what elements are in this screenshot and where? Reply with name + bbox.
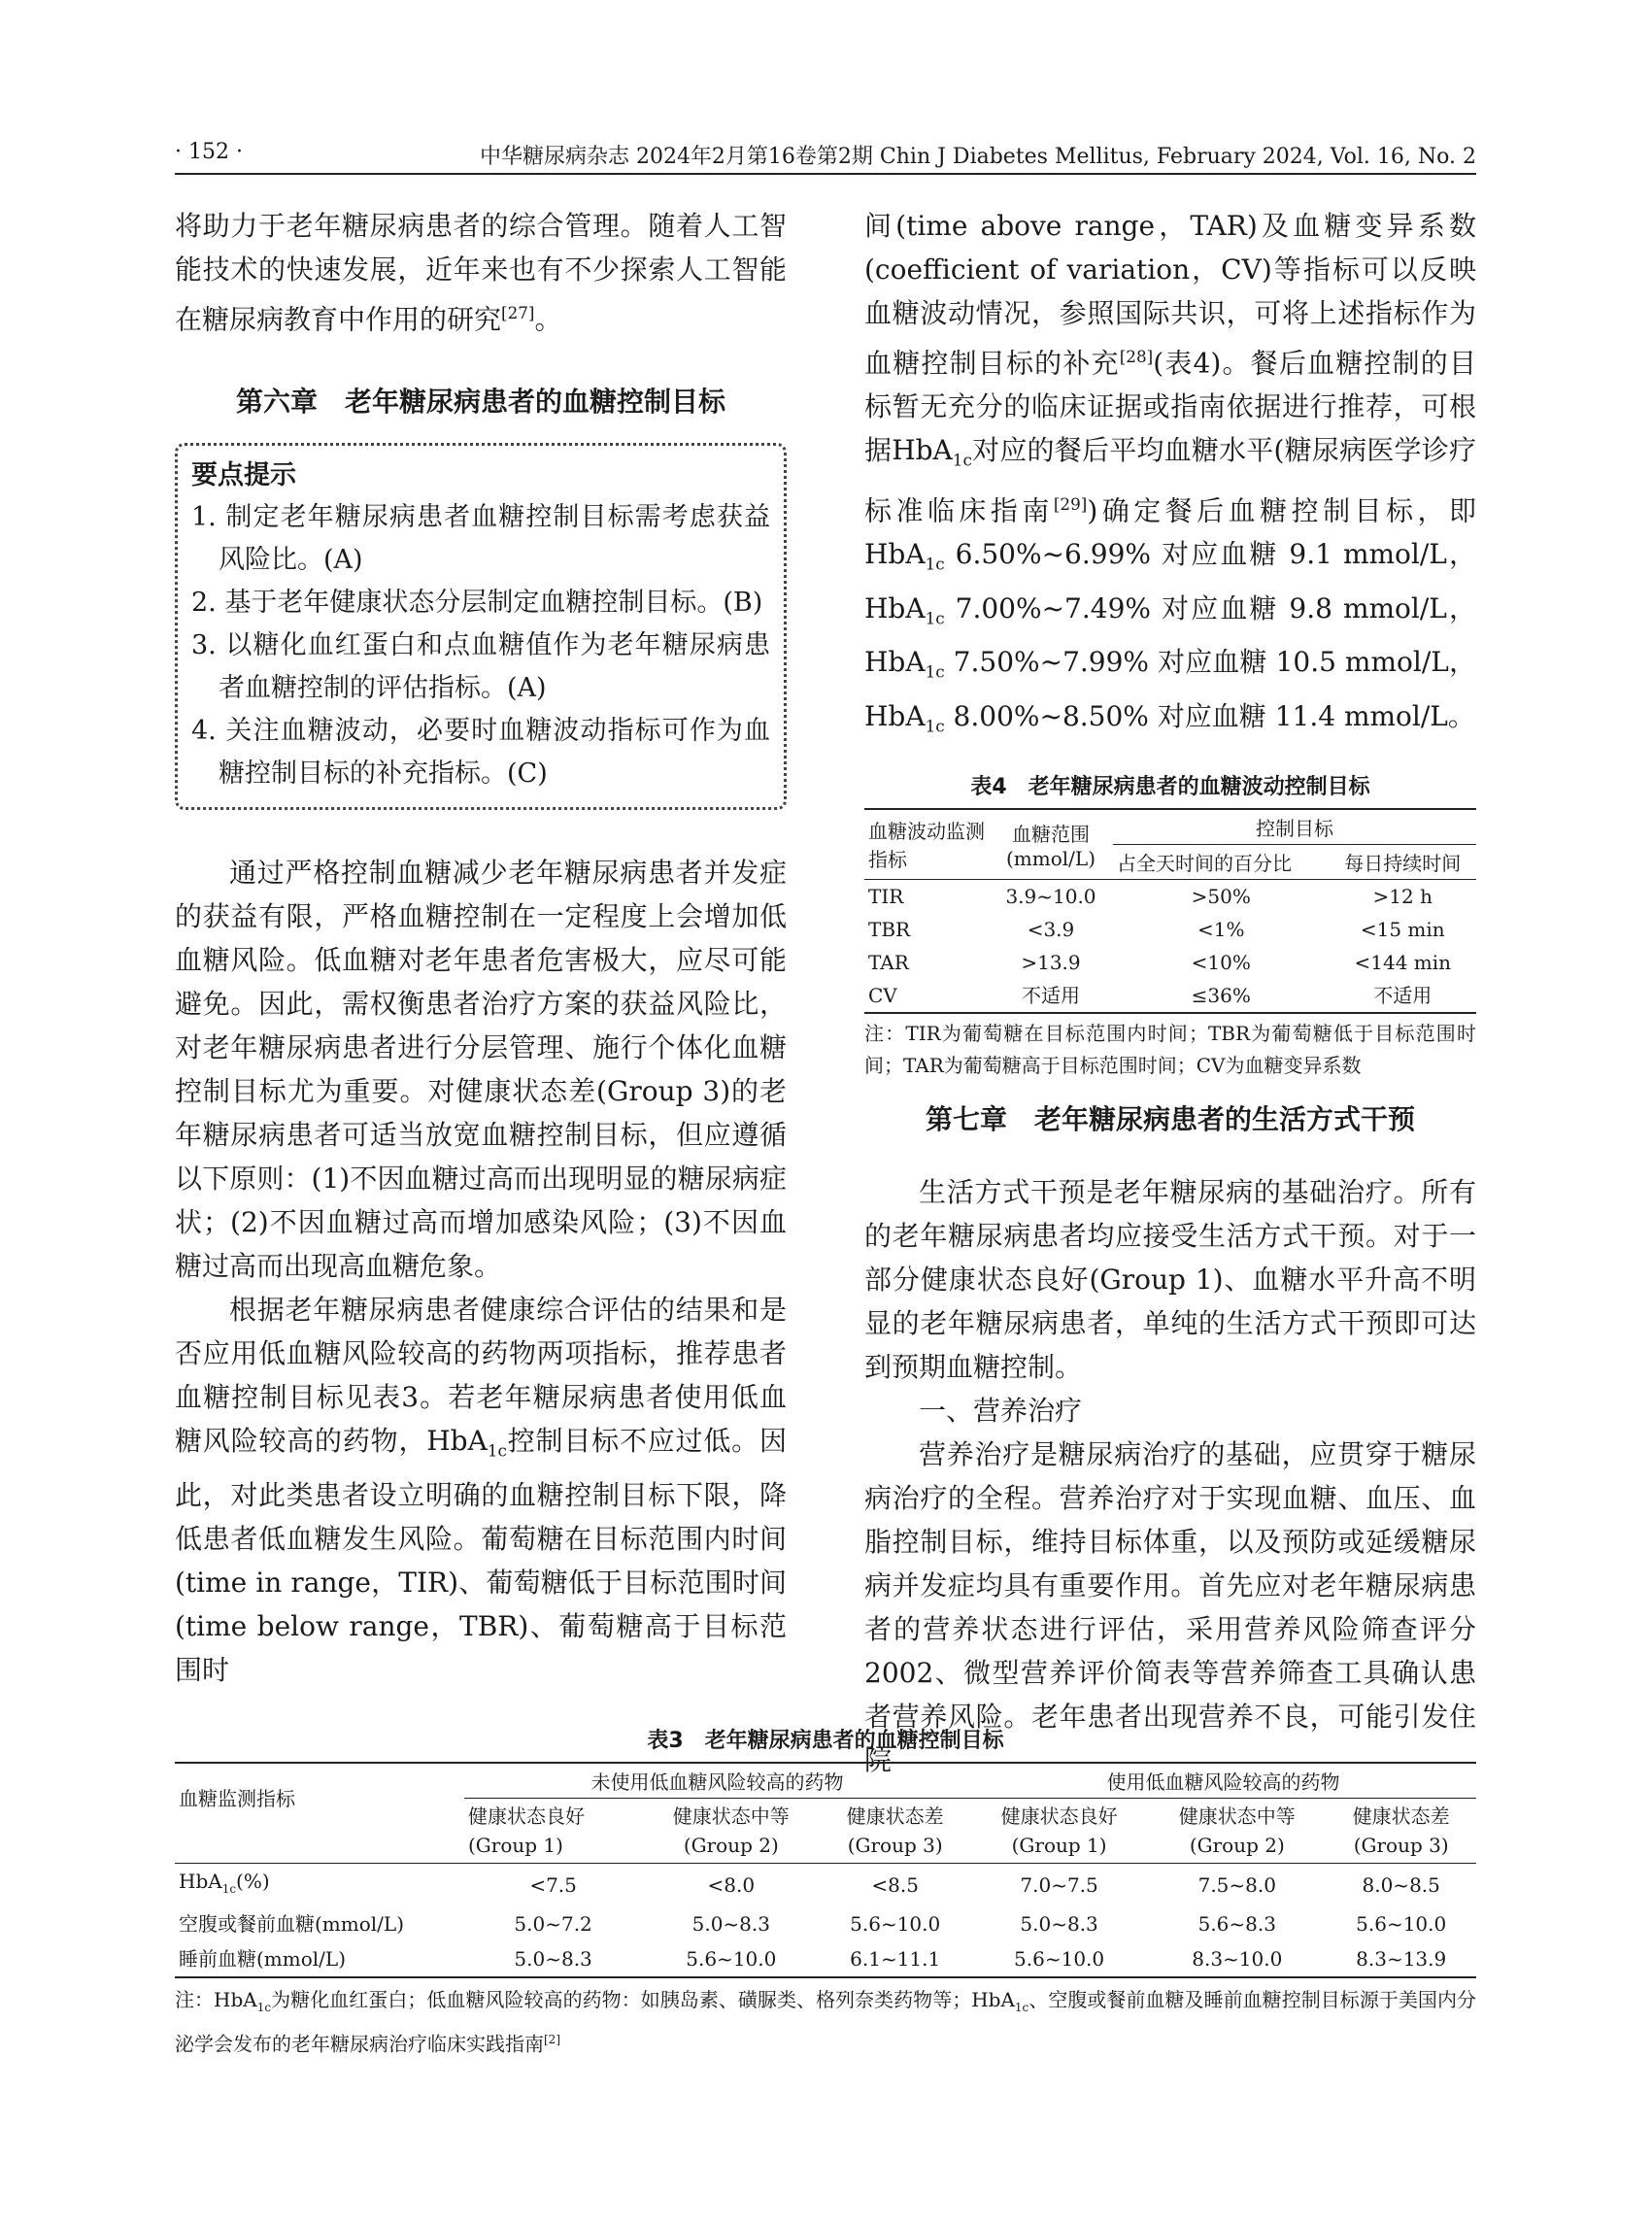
table3-note: 注：HbA$_{1c}$为糖化血红蛋白；低血糖风险较高的药物：如胰岛素、磺脲类、格列奈类药物等；HbA$_{1c}$、空腹或餐前血糖及睡前血糖控制目标源于美国内分泌学会发布的老年糖尿病治疗临床实践指南[2] — [175, 1988, 1476, 2056]
key-point-item: 3. 以糖化血红蛋白和点血糖值作为老年糖尿病患者血糖控制的评估指标。(A) — [191, 630, 770, 704]
table3-block — [175, 1724, 1476, 2061]
t3-header-high-risk-drugs: 使用低血糖风险较高的药物 — [970, 1763, 1476, 1799]
left-column — [175, 204, 787, 1692]
key-point-item: 4. 关注血糖波动，必要时血糖波动指标可作为血糖控制目标的补充指标。(C) — [191, 716, 770, 790]
t3-header-indicator: 血糖监测指标 — [179, 1787, 295, 1810]
t4-header-percent: 占全天时间的百分比 — [1117, 851, 1292, 875]
table-row: CV 不适用 ≤36% 不适用 — [864, 979, 1476, 1013]
reference-28[interactable]: [28] — [1119, 347, 1154, 366]
reference-2[interactable]: [2] — [544, 2033, 560, 2046]
t3-header-no-high-risk-drugs: 未使用低血糖风险较高的药物 — [464, 1763, 970, 1799]
t3-subheader: 健康状态良好 (Group 1) — [468, 1804, 585, 1857]
table3-title: 表3 老年糖尿病患者的血糖控制目标 — [647, 1729, 1004, 1753]
t3-subheader: 健康状态良好 (Group 1) — [1000, 1804, 1118, 1857]
t3-subheader: 健康状态差 (Group 3) — [846, 1804, 944, 1857]
t3-subheader: 健康状态中等 (Group 2) — [1178, 1804, 1296, 1857]
t4-header-target: 控制目标 — [1113, 809, 1476, 845]
section-nutrition-heading: 一、营养治疗 — [919, 1394, 1083, 1427]
table-row: TIR 3.9~10.0 >50% >12 h — [868, 884, 1433, 908]
running-header — [175, 134, 1476, 175]
table4-title: 表4 老年糖尿病患者的血糖波动控制目标 — [970, 774, 1370, 799]
t3-subheader: 健康状态差 (Group 3) — [1352, 1804, 1450, 1857]
key-point-item: 2. 基于老年健康状态分层制定血糖控制目标。(B) — [191, 588, 763, 619]
table3 — [175, 1762, 1476, 1978]
reference-29[interactable]: [29] — [1053, 493, 1088, 514]
table4 — [864, 808, 1476, 1014]
table-row: TBR <3.9 <1% <15 min — [868, 917, 1445, 941]
reference-27[interactable]: [27] — [501, 303, 535, 322]
paragraph-control-targets: 根据老年糖尿病患者健康综合评估的结果和是否应用低血糖风险较高的药物两项指标，推荐患者血糖控制目标见表3。若老年糖尿病患者使用低血糖风险较高的药物，HbA$_{1c}$控制目标不应过低。因此，对此类患者设立明确的血糖控制目标下限，降低患者低血糖发生风险。葡萄糖在目标范围内时间(time in range，TIR)、葡萄糖低于目标范围时间(time below range，TBR)、葡萄糖高于目标范围时 — [175, 1294, 787, 1686]
table-row: 睡前血糖(mmol/L) 5.0~8.3 5.6~10.0 6.1~11.1 5.6~10.0 8.3~10.0 8.3~13.9 — [175, 1941, 1476, 1977]
table-row: HbA$_{1c}$(%) <7.5 <8.0 <8.5 7.0~7.5 7.5~8.0 8.0~8.5 — [179, 1870, 1440, 1897]
t4-header-duration: 每日持续时间 — [1344, 851, 1462, 875]
right-column — [864, 204, 1476, 1782]
key-points-box — [175, 443, 787, 810]
paragraph-lifestyle: 生活方式干预是老年糖尿病的基础治疗。所有的老年糖尿病患者均应接受生活方式干预。对于一部分健康状态良好(Group 1)、血糖水平升高不明显的老年糖尿病患者，单纯的生活方式干预即可达到预期血糖控制。 — [864, 1175, 1476, 1383]
table-row: 空腹或餐前血糖(mmol/L) 5.0~7.2 5.0~8.3 5.6~10.0 5.0~8.3 5.6~8.3 5.6~10.0 — [179, 1912, 1447, 1936]
key-point-item: 1. 制定老年糖尿病患者血糖控制目标需考虑获益风险比。(A) — [191, 502, 770, 576]
page-number: · 152 · — [175, 140, 243, 164]
paragraph-nutrition: 营养治疗是糖尿病治疗的基础，应贯穿于糖尿病治疗的全程。营养治疗对于实现血糖、血压、血脂控制目标，维持目标体重，以及预防或延缓糖尿病并发症均具有重要作用。首先应对老年糖尿病患者的营养状态进行评估，采用营养风险筛查评分2002、微型营养评价简表等营养筛查工具确认患者营养风险。老年患者出现营养不良，可能引发住院 — [864, 1437, 1476, 1776]
t4-header-indicator: 血糖波动监测指标 — [868, 820, 985, 872]
intro-paragraph: 将助力于老年糖尿病患者的综合管理。随着人工智能技术的快速发展，近年来也有不少探索人工智能在糖尿病教育中作用的研究[27]。 — [175, 210, 787, 336]
table4-note: 注：TIR为葡萄糖在目标范围内时间；TBR为葡萄糖低于目标范围时间；TAR为葡萄糖高于目标范围时间；CV为血糖变异系数 — [864, 1021, 1476, 1077]
journal-citation: 中华糖尿病杂志 2024年2月第16卷第2期 Chin J Diabetes Mellitus, February 2024, Vol. 16, No. 2 — [479, 145, 1476, 169]
paragraph-variability: 间(time above range，TAR)及血糖变异系数(coefficient of variation，CV)等指标可以反映血糖波动情况，参照国际共识，可将上述指标作为血糖控制目标的补充[28](表4)。餐后血糖控制的目标暂无充分的临床证据或指南依据进行推荐，可根据HbA$_{1c}$对应的餐后平均血糖水平(糖尿病医学诊疗标准临床指南[29])确定餐后血糖控制目标，即HbA$_{1c}$ 6.50%~6.99% 对应血糖 9.1 mmol/L，HbA$_{1c}$ 7.00%~7.49% 对应血糖 9.8 mmol/L，HbA$_{1c}$ 7.50%~7.99% 对应血糖 10.5 mmol/L，HbA$_{1c}$ 8.00%~8.50% 对应血糖 11.4 mmol/L。 — [864, 210, 1476, 736]
paragraph-glycemic-benefit: 通过严格控制血糖减少老年糖尿病患者并发症的获益有限，严格血糖控制在一定程度上会增加低血糖风险。低血糖对老年患者危害极大，应尽可能避免。因此，需权衡患者治疗方案的获益风险比，对老年糖尿病患者进行分层管理、施行个体化血糖控制目标尤为重要。对健康状态差(Group 3)的老年糖尿病患者可适当放宽血糖控制目标，但应遵循以下原则：(1)不因血糖过高而出现明显的糖尿病症状；(2)不因血糖过高而增加感染风险；(3)不因血糖过高而出现高血糖危象。 — [175, 857, 787, 1283]
t3-subheader: 健康状态中等 (Group 2) — [672, 1804, 790, 1857]
chapter-6-title: 第六章 老年糖尿病患者的血糖控制目标 — [235, 386, 725, 419]
chapter-7-title: 第七章 老年糖尿病患者的生活方式干预 — [925, 1102, 1415, 1135]
table-row: TAR >13.9 <10% <144 min — [868, 950, 1452, 974]
t4-header-range: 血糖范围(mmol/L) — [1006, 822, 1096, 870]
key-points-title: 要点提示 — [191, 460, 296, 491]
